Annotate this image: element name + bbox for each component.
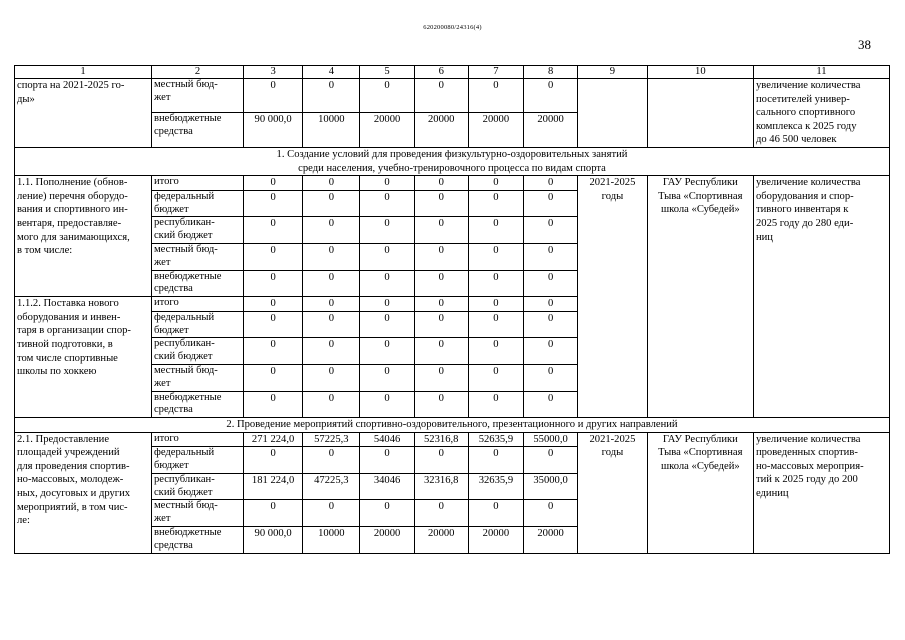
amount-2025: 0: [524, 217, 578, 244]
amount-2025: 0: [524, 270, 578, 297]
amount-2021: 0: [303, 190, 360, 217]
amount-2023: 52316,8: [414, 432, 468, 447]
table-row: [15, 79, 890, 113]
amount-2024: 0: [468, 297, 523, 312]
activity-name-2-1: 2.1. Предоставление площадей учреждений для проведения спортив- но-массовых, молодеж- ных, досуговых и других мероприятий, в том чис- ле:: [15, 432, 152, 553]
funding-source: внебюджетные средства: [151, 270, 243, 297]
amount-2021: 47225,3: [303, 473, 360, 500]
amount-2025: 0: [524, 391, 578, 418]
amount-2023: 0: [414, 311, 468, 338]
amount-total: 0: [243, 447, 302, 474]
funding-source: местный бюд- жет: [151, 79, 243, 113]
amount-2024: 0: [468, 338, 523, 365]
amount-2023: 0: [414, 176, 468, 191]
amount-total: 0: [243, 176, 302, 191]
amount-2023: 0: [414, 297, 468, 312]
amount-2024: 32635,9: [468, 473, 523, 500]
amount-2024: 0: [468, 500, 523, 527]
amount-2024: 0: [468, 391, 523, 418]
amount-2024: 0: [468, 243, 523, 270]
document-id: 620200080/24316(4): [423, 24, 482, 31]
col-number: 3: [243, 66, 302, 79]
amount-2022: 0: [360, 311, 414, 338]
amount-2022: 0: [360, 338, 414, 365]
column-number-row: [15, 66, 890, 79]
amount-total: 90 000,0: [243, 527, 302, 554]
amount-2022: 0: [360, 79, 414, 113]
amount-2022: 0: [360, 243, 414, 270]
amount-2021: 0: [303, 447, 360, 474]
amount-2022: 0: [360, 217, 414, 244]
amount-2025: 0: [524, 447, 578, 474]
amount-2022: 0: [360, 500, 414, 527]
funding-source: федеральный бюджет: [151, 311, 243, 338]
amount-2022: 20000: [360, 527, 414, 554]
amount-2022: 0: [360, 447, 414, 474]
amount-2022: 34046: [360, 473, 414, 500]
amount-2022: 0: [360, 391, 414, 418]
amount-2025: 0: [524, 243, 578, 270]
funding-source: итого: [151, 297, 243, 312]
funding-source: республикан- ский бюджет: [151, 217, 243, 244]
col-number: 5: [360, 66, 414, 79]
funding-source: внебюджетные средства: [151, 391, 243, 418]
amount-total: 0: [243, 500, 302, 527]
amount-2021: 0: [303, 270, 360, 297]
executor-cell: [647, 79, 753, 148]
col-number: 8: [524, 66, 578, 79]
amount-total: 0: [243, 391, 302, 418]
amount-total: 0: [243, 364, 302, 391]
activity-name-1-1: 1.1. Пополнение (обнов- ление) перечня оборудо- вания и спортивного ин- вентаря, предоставляе- мого для занимающихся, в том числе:: [15, 176, 152, 297]
period-cell: [578, 79, 648, 148]
section-title-2: 2. Проведение мероприятий спортивно-оздоровительного, презентационного и других направлений: [15, 418, 890, 433]
amount-2023: 20000: [414, 113, 468, 147]
amount-2025: 20000: [524, 527, 578, 554]
section-row: [15, 418, 890, 433]
amount-total: 0: [243, 243, 302, 270]
section-title-1: 1. Создание условий для проведения физкультурно-оздоровительных занятий среди населения, учебно-тренировочного процесса по видам спорта: [15, 147, 890, 175]
amount-2023: 20000: [414, 527, 468, 554]
amount-total: 0: [243, 79, 302, 113]
result-cell: увеличение количества посетителей универ- сального спортивного комплекса к 2025 году до 46 500 человек: [753, 79, 889, 148]
amount-2021: 0: [303, 297, 360, 312]
result-cell: увеличение количества проведенных спортив- но-массовых мероприя- тий к 2025 году до 200 единиц: [753, 432, 889, 553]
amount-2025: 0: [524, 176, 578, 191]
period-cell: 2021-2025 годы: [578, 432, 648, 553]
col-number: 11: [753, 66, 889, 79]
amount-total: 0: [243, 297, 302, 312]
amount-2023: 0: [414, 270, 468, 297]
amount-2021: 0: [303, 391, 360, 418]
amount-2023: 0: [414, 447, 468, 474]
amount-2025: 35000,0: [524, 473, 578, 500]
amount-total: 0: [243, 217, 302, 244]
amount-2022: 0: [360, 270, 414, 297]
result-cell: увеличение количества оборудования и спор- тивного инвентаря к 2025 году до 280 еди- ниц: [753, 176, 889, 418]
amount-2024: 0: [468, 176, 523, 191]
amount-total: 90 000,0: [243, 113, 302, 147]
amount-2021: 0: [303, 176, 360, 191]
amount-2023: 32316,8: [414, 473, 468, 500]
amount-2021: 0: [303, 364, 360, 391]
amount-2024: 0: [468, 447, 523, 474]
continued-name-cell: спорта на 2021-2025 го- ды»: [15, 79, 152, 148]
amount-2021: 57225,3: [303, 432, 360, 447]
funding-source: республикан- ский бюджет: [151, 473, 243, 500]
funding-source: внебюджетные средства: [151, 113, 243, 147]
amount-2021: 0: [303, 243, 360, 270]
amount-2025: 0: [524, 190, 578, 217]
amount-2024: 0: [468, 270, 523, 297]
period-cell: 2021-2025 годы: [578, 176, 648, 418]
funding-source: федеральный бюджет: [151, 447, 243, 474]
col-number: 7: [468, 66, 523, 79]
amount-2023: 0: [414, 79, 468, 113]
amount-total: 0: [243, 190, 302, 217]
amount-2021: 0: [303, 338, 360, 365]
amount-2024: 0: [468, 364, 523, 391]
amount-total: 0: [243, 270, 302, 297]
amount-2021: 0: [303, 79, 360, 113]
col-number: 1: [15, 66, 152, 79]
amount-total: 0: [243, 338, 302, 365]
amount-2025: 0: [524, 338, 578, 365]
activity-name-1-1-2: 1.1.2. Поставка нового оборудования и инвен- таря в организации спор- тивной подготовки, в том числе спортивные школы по хоккею: [15, 297, 152, 418]
table-row: [15, 176, 890, 191]
funding-source: республикан- ский бюджет: [151, 338, 243, 365]
amount-total: 271 224,0: [243, 432, 302, 447]
funding-source: местный бюд- жет: [151, 243, 243, 270]
funding-source: внебюджетные средства: [151, 527, 243, 554]
amount-2025: 55000,0: [524, 432, 578, 447]
amount-2022: 0: [360, 190, 414, 217]
funding-source: итого: [151, 432, 243, 447]
amount-2021: 10000: [303, 527, 360, 554]
funding-source: местный бюд- жет: [151, 364, 243, 391]
funding-source: федеральный бюджет: [151, 190, 243, 217]
funding-source: местный бюд- жет: [151, 500, 243, 527]
amount-2022: 0: [360, 297, 414, 312]
amount-2024: 0: [468, 190, 523, 217]
executor-cell: ГАУ Республики Тыва «Спортивная школа «Субедей»: [647, 432, 753, 553]
amount-2023: 0: [414, 243, 468, 270]
amount-2021: 10000: [303, 113, 360, 147]
table-row: [15, 432, 890, 447]
amount-2025: 0: [524, 79, 578, 113]
amount-2024: 52635,9: [468, 432, 523, 447]
amount-2024: 0: [468, 79, 523, 113]
col-number: 6: [414, 66, 468, 79]
amount-2023: 0: [414, 364, 468, 391]
budget-table: [14, 65, 890, 554]
amount-2025: 0: [524, 364, 578, 391]
amount-2023: 0: [414, 391, 468, 418]
col-number: 4: [303, 66, 360, 79]
amount-2025: 0: [524, 311, 578, 338]
amount-total: 181 224,0: [243, 473, 302, 500]
amount-2023: 0: [414, 500, 468, 527]
amount-2023: 0: [414, 338, 468, 365]
col-number: 2: [151, 66, 243, 79]
amount-2023: 0: [414, 217, 468, 244]
col-number: 9: [578, 66, 648, 79]
amount-2021: 0: [303, 217, 360, 244]
amount-2024: 20000: [468, 113, 523, 147]
amount-total: 0: [243, 311, 302, 338]
amount-2021: 0: [303, 311, 360, 338]
amount-2025: 0: [524, 500, 578, 527]
section-row: [15, 147, 890, 175]
funding-source: итого: [151, 176, 243, 191]
executor-cell: ГАУ Республики Тыва «Спортивная школа «Субедей»: [647, 176, 753, 418]
amount-2022: 20000: [360, 113, 414, 147]
amount-2022: 54046: [360, 432, 414, 447]
amount-2025: 0: [524, 297, 578, 312]
amount-2024: 0: [468, 217, 523, 244]
col-number: 10: [647, 66, 753, 79]
amount-2022: 0: [360, 364, 414, 391]
amount-2021: 0: [303, 500, 360, 527]
page-number: 38: [858, 37, 871, 52]
amount-2024: 20000: [468, 527, 523, 554]
amount-2022: 0: [360, 176, 414, 191]
amount-2023: 0: [414, 190, 468, 217]
amount-2024: 0: [468, 311, 523, 338]
amount-2025: 20000: [524, 113, 578, 147]
